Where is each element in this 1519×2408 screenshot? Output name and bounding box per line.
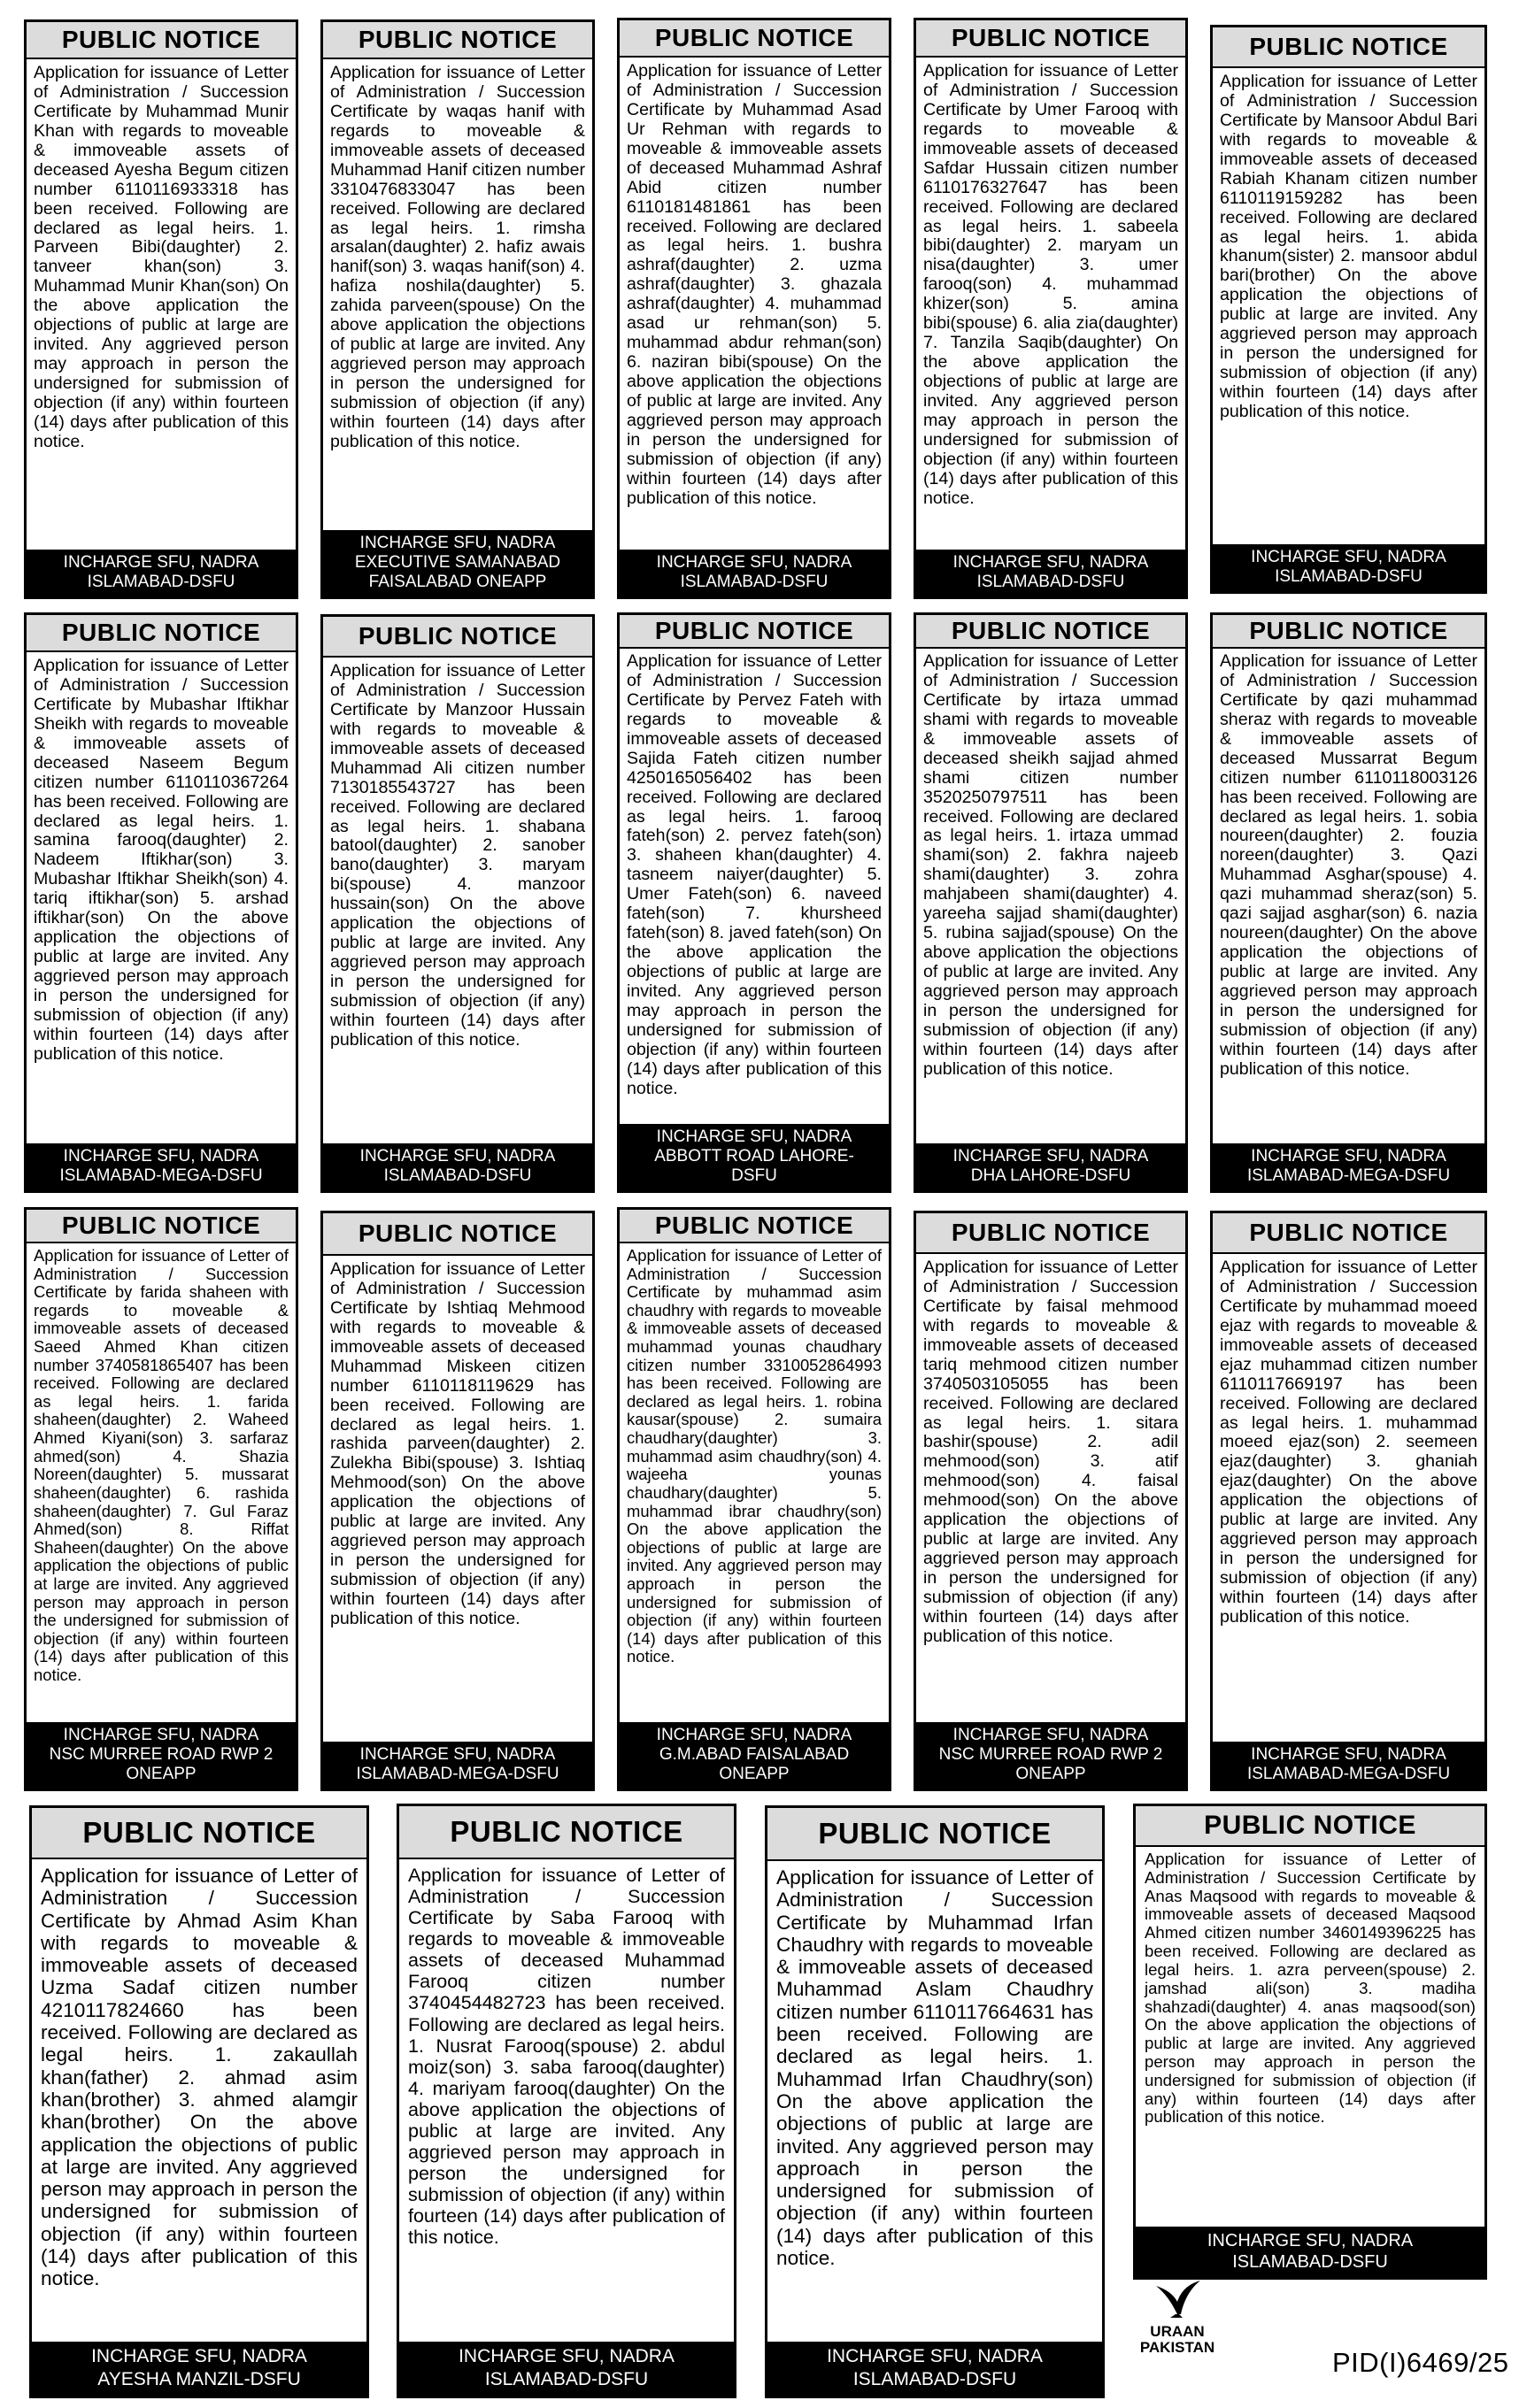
notice-body: Application for issuance of Letter of Administration / Succession Certificate by Muhammad Irfan Chaudhry with regards to moveable & immoveable assets of deceased Muhammad Aslam Chaudhry citizen number 6110117664631 has been received. Following are declared as legal heirs. 1. Muhammad Irfan Chaudhry(son) On the above application the objections of public at large are invited. Any aggrieved person may approach in person the undersigned for submission of objection (if any) within fourteen (14) days after publication of this notice. bbox=[776, 1866, 1093, 2270]
footer-line: INCHARGE SFU, NADRA bbox=[656, 1127, 852, 1146]
footer-line: G.M.ABAD FAISALABAD bbox=[659, 1745, 850, 1764]
notice-title: PUBLIC NOTICE bbox=[916, 20, 1185, 58]
footer-line: ISLAMABAD-DSFU bbox=[1275, 567, 1423, 586]
footer-line: INCHARGE SFU, NADRA bbox=[1251, 548, 1446, 566]
notice-footer bbox=[32, 2342, 366, 2396]
footer-line: INCHARGE SFU, NADRA bbox=[359, 1147, 556, 1166]
notice-body: Application for issuance of Letter of Administration / Succession Certificate by waqas hanif with regards to moveable & immoveable assets of deceased Muhammad Hanif citizen number 3310476833047 has been received. Following are declared as legal heirs. 1. rimsha arsalan(daughter) 2. hafiz awais hanif(son) 3. waqas hanif(son) 4. hafiza noshila(daughter) 5. zahida parveen(spouse) On the above application the objections of public at large are invited. Any aggrieved person may approach in person the undersigned for submission of objection (if any) within fourteen (14) days after publication of this notice. bbox=[330, 63, 585, 451]
footer-line: INCHARGE SFU, NADRA bbox=[952, 1726, 1149, 1744]
footer-line: EXECUTIVE SAMANABAD bbox=[354, 553, 561, 572]
notice-body: Application for issuance of Letter of Administration / Succession Certificate by faisal mehmood with regards to moveable & immoveable assets of deceased tariq mehmood citizen number 3740503105055 has been received. Following are declared as legal heirs. 1. sitara bashir(spouse) 2. adil mehmood(son) 3. atif mehmood(son) 4. faisal mehmood(son) On the above application the objections of public at large are invited. Any aggrieved person may approach in person the undersigned for submission of objection (if any) within fourteen (14) days after publication of this notice. bbox=[923, 1258, 1178, 1646]
footer-line: AYESHA MANZIL-DSFU bbox=[97, 2369, 301, 2389]
notice-body: Application for issuance of Letter of Administration / Succession Certificate by irtaza ummad shami with regards to moveable & immoveable assets of deceased sheikh sajjad ahmed shami citizen number 3520250797511 has been received. Following are declared as legal heirs. 1. irtaza ummad shami(son) 2. fakhra najeeb shami(daughter) 3. zohra mahjabeen shami(daughter) 4. yareeha sajjad shami(daughter) 5. rubina sajjad(spouse) On the above application the objections of public at large are invited. Any aggrieved person may approach in person the undersigned for submission of objection (if any) within fourteen (14) days after publication of this notice. bbox=[923, 651, 1178, 1079]
notice-body: Application for issuance of Letter of Administration / Succession Certificate by muhammad moeed ejaz with regards to moveable & immoveable assets of deceased ejaz muhammad citizen number 6110117669197 has been received. Following are declared as legal heirs. 1. muhammad moeed ejaz(son) 2. seemeen ejaz(daughter) 3. ghaniah ejaz(daughter) On the above application the objections of public at large are invited. Any aggrieved person may approach in person the undersigned for submission of objection (if any) within fourteen (14) days after publication of this notice. bbox=[1220, 1258, 1477, 1627]
footer-line: ONEAPP bbox=[719, 1765, 790, 1783]
notice-body: Application for issuance of Letter of Administration / Succession Certificate by Umer Farooq with regards to moveable & immoveable assets of deceased Safdar Hussain citizen number 6110176327647 has been received. Following are declared as legal heirs. 1. sabeela bibi(daughter) 2. maryam un nisa(daughter) 3. umer farooq(son) 4. muhammad khizer(son) 5. amina bibi(spouse) 6. alia zia(daughter) 7. Tanzila Saqib(daughter) On the above application the objections of public at large are invited. Any aggrieved person may approach in person the undersigned for submission of objection (if any) within fourteen (14) days after publication of this notice. bbox=[923, 61, 1178, 508]
notice-footer bbox=[1213, 1742, 1484, 1789]
notice-title: PUBLIC NOTICE bbox=[399, 1806, 734, 1859]
notice-body: Application for issuance of Letter of Administration / Succession Certificate by muhammad asim chaudhry with regards to moveable & immoveable assets of deceased muhammad younas chaudhary citizen number 3310052864993 has been received. Following are declared as legal heirs. 1. robina kausar(spouse) 2. sumaira chaudhary(daughter) 3. muhammad asim chaudhry(son) 4. wajeeha younas chaudhary(daughter) 5. muhammad ibrar chaudhry(son) On the above application the objections of public at large are invited. Any aggrieved person may approach in person the undersigned for submission of objection (if any) within fourteen (14) days after publication of this notice. bbox=[627, 1246, 882, 1666]
notice-title: PUBLIC NOTICE bbox=[27, 1210, 296, 1243]
logo-line2: PAKISTAN bbox=[1139, 2339, 1215, 2356]
notice-footer bbox=[916, 1722, 1185, 1789]
footer-line: ISLAMABAD-DSFU bbox=[852, 2369, 1017, 2389]
notice-footer bbox=[916, 550, 1185, 596]
footer-line: ISLAMABAD-MEGA-DSFU bbox=[59, 1166, 263, 1185]
footer-line: ISLAMABAD-MEGA-DSFU bbox=[1246, 1765, 1451, 1783]
notice-body: Application for issuance of Letter of Administration / Succession Certificate by Mubashar Iftikhar Sheikh with regards to moveable & immoveable assets of deceased Naseem Begum citizen number 6110110367264 has been received. Following are declared as legal heirs. 1. samina farooq(daughter) 2. Nadeem Iftikhar(son) 3. Mubashar Iftikhar Sheikh(son) 4. tariq iftikhar(son) 5. arshad iftikhar(son) On the above application the objections of public at large are invited. Any aggrieved person may approach in person the undersigned for submission of objection (if any) within fourteen (14) days after publication of this notice. bbox=[34, 656, 289, 1064]
public-notice bbox=[397, 1804, 736, 2398]
notice-footer bbox=[620, 550, 889, 596]
notice-title: PUBLIC NOTICE bbox=[916, 1213, 1185, 1254]
public-notice bbox=[24, 19, 298, 599]
notice-title: PUBLIC NOTICE bbox=[27, 22, 296, 59]
footer-line: INCHARGE SFU, NADRA bbox=[1207, 2231, 1414, 2250]
footer-line: INCHARGE SFU, NADRA bbox=[63, 553, 259, 572]
public-notice bbox=[617, 18, 891, 599]
footer-line: INCHARGE SFU, NADRA bbox=[827, 2346, 1043, 2366]
public-notice bbox=[914, 1211, 1188, 1791]
notice-footer bbox=[27, 1722, 296, 1789]
notice-title: PUBLIC NOTICE bbox=[1213, 1213, 1484, 1254]
footer-line: ONEAPP bbox=[126, 1765, 197, 1783]
public-notice bbox=[320, 1211, 595, 1791]
notice-footer bbox=[767, 2342, 1102, 2396]
footer-line: INCHARGE SFU, NADRA bbox=[459, 2346, 675, 2366]
notice-title: PUBLIC NOTICE bbox=[916, 615, 1185, 649]
notice-body: Application for issuance of Letter of Administration / Succession Certificate by Ahmad Asim Khan with regards to moveable & immoveable assets of deceased Uzma Sadaf citizen number 4210117824660 has been received. Following are declared as legal heirs. 1. zakaullah khan(father) 2. ahmad asim khan(brother) 3. ahmed alamgir khan(brother) On the above application the objections of public at large are invited. Any aggrieved person may approach in person the undersigned for submission of objection (if any) within fourteen (14) days after publication of this notice. bbox=[41, 1865, 358, 2290]
footer-line: INCHARGE SFU, NADRA bbox=[1251, 1745, 1446, 1764]
notice-title: PUBLIC NOTICE bbox=[27, 615, 296, 652]
public-notice bbox=[617, 612, 891, 1193]
notice-title: PUBLIC NOTICE bbox=[767, 1808, 1102, 1861]
notice-title: PUBLIC NOTICE bbox=[323, 617, 592, 658]
footer-line: NSC MURREE ROAD RWP 2 bbox=[49, 1745, 274, 1764]
pid-number: PID(I)6469/25 bbox=[1332, 2347, 1509, 2378]
footer-line: INCHARGE SFU, NADRA bbox=[952, 553, 1149, 572]
public-notice bbox=[29, 1805, 369, 2398]
public-notice bbox=[24, 612, 298, 1193]
notice-title: PUBLIC NOTICE bbox=[620, 20, 889, 58]
notice-body: Application for issuance of Letter of Administration / Succession Certificate by Anas Maqsood with regards to moveable & immoveable assets of deceased Maqsood Ahmed citizen number 3460149396225 has been received. Following are declared as legal heirs. 1. azra perveen(spouse) 2. jamshad ali(son) 3. madiha shahzadi(daughter) 4. anas maqsood(son) On the above application the objections of public at large are invited. Any aggrieved person may approach in person the undersigned for submission of objection (if any) within fourteen (14) days after publication of this notice. bbox=[1145, 1850, 1476, 2127]
bird-icon bbox=[1124, 2279, 1230, 2324]
footer-line: DSFU bbox=[731, 1166, 777, 1185]
notice-body: Application for issuance of Letter of Administration / Succession Certificate by Pervez Fateh with regards to moveable & immoveable assets of deceased Sajida Fateh citizen number 4250165056402 has been received. Following are declared as legal heirs. 1. farooq fateh(son) 2. pervez fateh(son) 3. shaheen khan(daughter) 4. tasneem naiyer(daughter) 5. Umer Fateh(son) 6. naveed fateh(son) 7. khursheed fateh(son) 8. javed fateh(son) On the above application the objections of public at large are invited. Any aggrieved person may approach in person the undersigned for submission of objection (if any) within fourteen (14) days after publication of this notice. bbox=[627, 651, 882, 1098]
footer-line: ISLAMABAD-MEGA-DSFU bbox=[356, 1765, 559, 1783]
notice-body: Application for issuance of Letter of Administration / Succession Certificate by Muhammad Asad Ur Rehman with regards to moveable & immoveable assets of deceased Muhammad Ashraf Abid citizen number 6110181481861 has been received. Following are declared as legal heirs. 1. bushra ashraf(daughter) 2. uzma ashraf(daughter) 3. ghazala ashraf(daughter) 4. muhammad asad ur rehman(son) 5. muhammad abdur rehman(son) 6. naziran bibi(spouse) On the above application the objections of public at large are invited. Any aggrieved person may approach in person the undersigned for submission of objection (if any) within fourteen (14) days after publication of this notice. bbox=[627, 61, 882, 508]
footer-line: NSC MURREE ROAD RWP 2 bbox=[938, 1745, 1163, 1764]
footer-line: ISLAMABAD-DSFU bbox=[680, 573, 829, 591]
notice-footer bbox=[1136, 2227, 1484, 2277]
footer-line: INCHARGE SFU, NADRA bbox=[359, 534, 556, 552]
footer-line: ONEAPP bbox=[1015, 1765, 1086, 1783]
footer-line: FAISALABAD ONEAPP bbox=[368, 573, 547, 591]
footer-line: ISLAMABAD-DSFU bbox=[383, 1166, 532, 1185]
footer-line: INCHARGE SFU, NADRA bbox=[952, 1147, 1149, 1166]
notice-footer bbox=[323, 1143, 592, 1190]
footer-line: INCHARGE SFU, NADRA bbox=[656, 1726, 852, 1744]
public-notice bbox=[1133, 1804, 1487, 2280]
notice-title: PUBLIC NOTICE bbox=[620, 615, 889, 649]
public-notice bbox=[617, 1207, 891, 1791]
footer-line: INCHARGE SFU, NADRA bbox=[63, 1726, 259, 1744]
notice-body: Application for issuance of Letter of Administration / Succession Certificate by Mansoor Abdul Bari with regards to moveable & immoveable assets of deceased Rabiah Khanam citizen number 6110119159282 has been received. Following are declared as legal heirs. 1. abida khanum(sister) 2. mansoor abdul bari(brother) On the above application the objections of public at large are invited. Any aggrieved person may approach in person the undersigned for submission of objection (if any) within fourteen (14) days after publication of this notice. bbox=[1220, 72, 1477, 421]
notice-body: Application for issuance of Letter of Administration / Succession Certificate by qazi muhammad sheraz with regards to moveable & immoveable assets of deceased Mussarrat Begum citizen number 6110118003126 has been received. Following are declared as legal heirs. 1. sobia noureen(daughter) 2. fouzia noreen(daughter) 3. Qazi Muhammad Asghar(spouse) 4. qazi muhammad sheraz(son) 5. qazi sajjad asghar(son) 6. nazia noureen(daughter) On the above application the objections of public at large are invited. Any aggrieved person may approach in person the undersigned for submission of objection (if any) within fourteen (14) days after publication of this notice. bbox=[1220, 651, 1477, 1079]
notice-title: PUBLIC NOTICE bbox=[1213, 615, 1484, 649]
footer-line: INCHARGE SFU, NADRA bbox=[359, 1745, 556, 1764]
uraan-pakistan-logo bbox=[1124, 2279, 1230, 2385]
notice-title: PUBLIC NOTICE bbox=[323, 22, 592, 59]
footer-line: ISLAMABAD-DSFU bbox=[87, 573, 235, 591]
notice-title: PUBLIC NOTICE bbox=[620, 1210, 889, 1243]
public-notice bbox=[1210, 25, 1487, 594]
footer-line: ISLAMABAD-DSFU bbox=[484, 2369, 649, 2389]
public-notice bbox=[1210, 612, 1487, 1193]
footer-line: ISLAMABAD-DSFU bbox=[1232, 2252, 1388, 2272]
notice-footer bbox=[620, 1124, 889, 1190]
notice-body: Application for issuance of Letter of Administration / Succession Certificate by Manzoor Hussain with regards to moveable & immoveable assets of deceased Muhammad Ali citizen number 7130185543727 has been received. Following are declared as legal heirs. 1. shabana batool(daughter) 2. sanober bano(daughter) 3. maryam bi(spouse) 4. manzoor hussain(son) On the above application the objections of public at large are invited. Any aggrieved person may approach in person the undersigned for submission of objection (if any) within fourteen (14) days after publication of this notice. bbox=[330, 661, 585, 1050]
footer-line: ABBOTT ROAD LAHORE- bbox=[654, 1147, 854, 1166]
notice-body: Application for issuance of Letter of Administration / Succession Certificate by farida shaheen with regards to moveable & immoveable assets of deceased Saeed Ahmed Khan citizen number 3740581865407 has been received. Following are declared as legal heirs. 1. farida shaheen(daughter) 2. Waheed Ahmed Kiyani(son) 3. sarfaraz ahmed(son) 4. Shazia Noreen(daughter) 5. mussarat shaheen(daughter) 6. rashida shaheen(daughter) 7. Gul Faraz Ahmed(son) 8. Riffat Shaheen(daughter) On the above application the objections of public at large are invited. Any aggrieved person may approach in person the undersigned for submission of objection (if any) within fourteen (14) days after publication of this notice. bbox=[34, 1246, 289, 1685]
notice-body: Application for issuance of Letter of Administration / Succession Certificate by Muhammad Munir Khan with regards to moveable & immoveable assets of deceased Ayesha Begum citizen number 6110116933318 has been received. Following are declared as legal heirs. 1. Parveen Bibi(daughter) 2. tanveer khan(son) 3. Muhammad Munir Khan(son) On the above application the objections of public at large are invited. Any aggrieved person may approach in person the undersigned for submission of objection (if any) within fourteen (14) days after publication of this notice. bbox=[34, 63, 289, 451]
notice-footer bbox=[323, 1742, 592, 1789]
footer-line: DHA LAHORE-DSFU bbox=[970, 1166, 1131, 1185]
notice-footer bbox=[620, 1722, 889, 1789]
notice-title: PUBLIC NOTICE bbox=[1213, 27, 1484, 68]
footer-line: INCHARGE SFU, NADRA bbox=[91, 2346, 307, 2366]
notice-title: PUBLIC NOTICE bbox=[32, 1808, 366, 1859]
notice-footer bbox=[323, 530, 592, 596]
public-notice bbox=[914, 18, 1188, 599]
footer-line: INCHARGE SFU, NADRA bbox=[656, 553, 852, 572]
public-notice bbox=[320, 614, 595, 1193]
footer-line: ISLAMABAD-DSFU bbox=[976, 573, 1125, 591]
notice-title: PUBLIC NOTICE bbox=[323, 1213, 592, 1256]
notice-body: Application for issuance of Letter of Administration / Succession Certificate by Saba Farooq with regards to moveable & immoveable assets of deceased Muhammad Farooq citizen number 3740454482723 has been received. Following are declared as legal heirs. 1. Nusrat Farooq(spouse) 2. abdul moiz(son) 3. saba farooq(daughter) 4. mariyam farooq(daughter) On the above application the objections of public at large are invited. Any aggrieved person may approach in person the undersigned for submission of objection (if any) within fourteen (14) days after publication of this notice. bbox=[408, 1865, 725, 2249]
footer-line: INCHARGE SFU, NADRA bbox=[1251, 1147, 1446, 1166]
public-notice bbox=[320, 19, 595, 599]
public-notice bbox=[914, 612, 1188, 1193]
notice-footer bbox=[1213, 1143, 1484, 1190]
notice-title: PUBLIC NOTICE bbox=[1136, 1806, 1484, 1847]
notice-footer bbox=[1213, 544, 1484, 591]
notice-footer bbox=[916, 1143, 1185, 1190]
logo-line1: URAAN bbox=[1150, 2323, 1205, 2340]
public-notice bbox=[1210, 1211, 1487, 1791]
footer-line: ISLAMABAD-MEGA-DSFU bbox=[1246, 1166, 1451, 1185]
notice-footer bbox=[27, 1143, 296, 1190]
footer-line: INCHARGE SFU, NADRA bbox=[63, 1147, 259, 1166]
public-notice bbox=[24, 1207, 298, 1791]
public-notice bbox=[765, 1805, 1105, 2398]
notice-footer bbox=[27, 550, 296, 596]
notice-body: Application for issuance of Letter of Administration / Succession Certificate by Ishtiaq Mehmood with regards to moveable & immoveable assets of deceased Muhammad Miskeen citizen number 6110118119629 has been received. Following are declared as legal heirs. 1. rashida parveen(daughter) 2. Zulekha Bibi(spouse) 3. Ishtiaq Mehmood(son) On the above application the objections of public at large are invited. Any aggrieved person may approach in person the undersigned for submission of objection (if any) within fourteen (14) days after publication of this notice. bbox=[330, 1259, 585, 1628]
notice-footer bbox=[399, 2342, 734, 2396]
